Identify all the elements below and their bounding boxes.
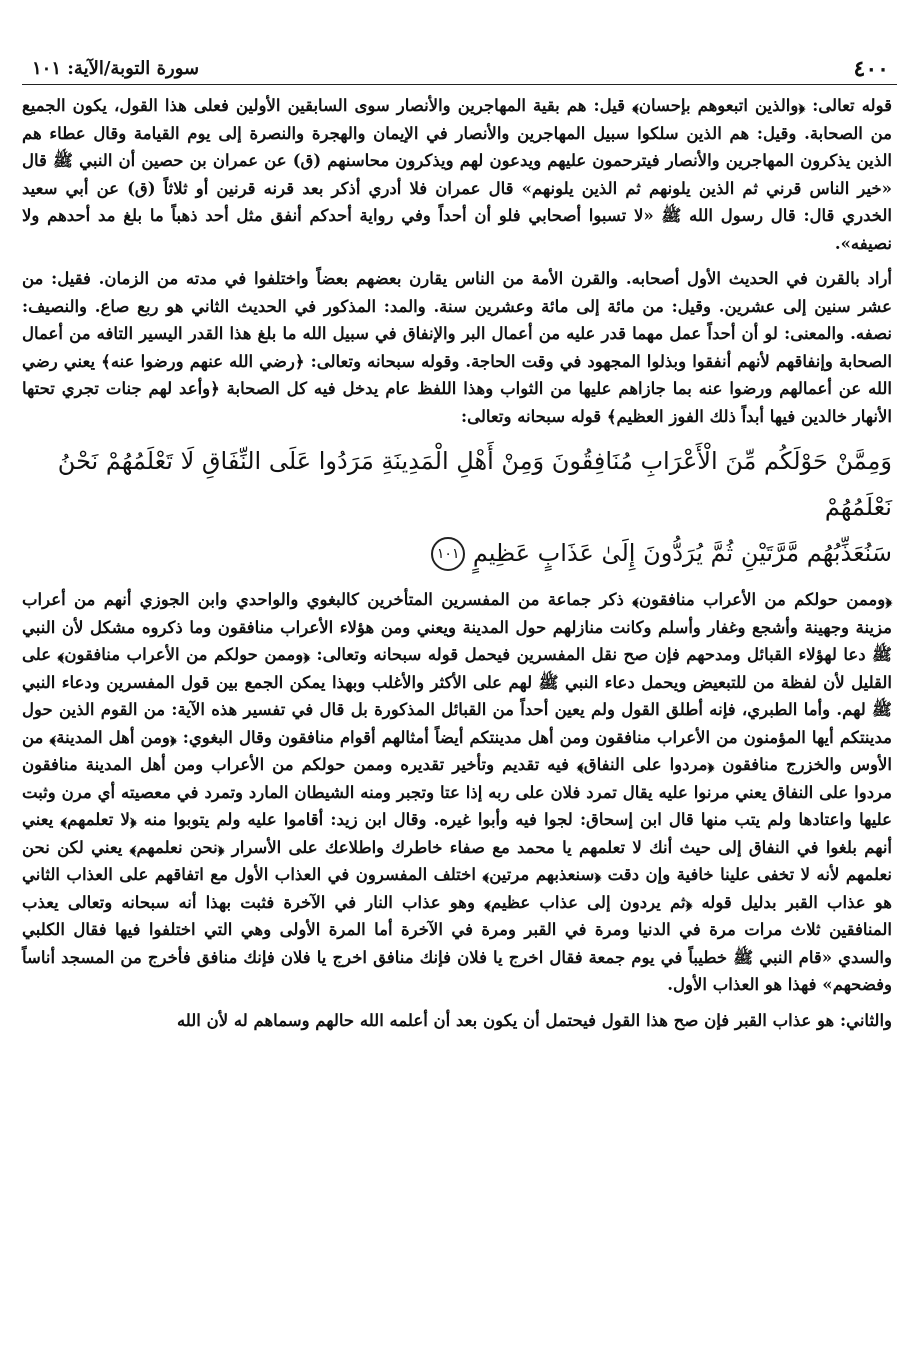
quran-verse <box>22 438 892 576</box>
header-rule <box>22 84 897 85</box>
paragraph-2: أراد بالقرن في الحديث الأول أصحابه. والقرن الأمة من الناس يقارن بعضهم بعضاً واختلفوا في مدته من الزمان. فقيل: من عشر سنين إلى عشرين. وقيل: من مائة إلى مائة وعشرين سنة. والمد: المذكور في الحديث الثاني هو ربع صاع. والنصيف: نصفه. والمعنى: لو أن أحداً عمل مهما قدر عليه من أعمال البر والإنفاق في سبيل الله ما بلغ هذا القدر اليسير التافه من أعمال الصحابة وإنفاقهم لأنهم أنفقوا وبذلوا المجهود في وقت الحاجة. وقوله سبحانه وتعالى: ﴿رضي الله عنهم ورضوا عنه﴾ يعني رضي الله عن أعمالهم ورضوا عنه بما جازاهم عليها من الثواب وهذا اللفظ عام يدخل فيه كل الصحابة ﴿وأعد لهم جنات تجري تحتها الأنهار خالدين فيها أبداً ذلك الفوز العظيم﴾ قوله سبحانه وتعالى: <box>22 269 892 426</box>
commentary-paragraph-2: والثاني: هو عذاب القبر فإن صح هذا القول فيحتمل أن يكون بعد أن أعلمه الله حالهم وسماهم له لأن الله <box>176 1010 892 1030</box>
verse-line-1: وَمِمَّنْ حَوْلَكُم مِّنَ الْأَعْرَابِ مُنَافِقُونَ وَمِنْ أَهْلِ الْمَدِينَةِ مَرَدُوا عَلَى النِّفَاقِ لَا تَعْلَمُهُمْ نَحْنُ نَعْلَمُهُمْ <box>57 447 892 521</box>
page-number: ٤٠٠ <box>853 56 889 82</box>
commentary-paragraph-1: ﴿وممن حولكم من الأعراب منافقون﴾ ذكر جماعة من المفسرين المتأخرين كالبغوي والواحدي وابن الجوزي أنهم من أعراب مزينة وجهينة وأشجع وغفار وأسلم وكانت منازلهم حول المدينة ويعني ومن هؤلاء الأعراب منافقون وما ذكروه مشكل لأن النبي ﷺ دعا لهؤلاء القبائل ومدحهم فإن صح نقل المفسرين فيحمل قوله سبحانه وتعالى: ﴿وممن حولكم من الأعراب منافقون﴾ على القليل لأن لفظة من للتبعيض ويحمل دعاء النبي ﷺ لهم على الأكثر والأغلب وبهذا يمكن الجمع بين قول المفسرين ودعاء النبي ﷺ لهم. وأما الطبري، فإنه أطلق القول ولم يعين أحداً من القبائل المذكورة بل قال في تفسير هذه الآية: من القوم الذين حول مدينتكم أيها المؤمنون من الأعراب منافقون ومن أهل مدينتكم أيضاً أمثالهم أقوام منافقون وقال البغوي: ﴿ومن أهل المدينة﴾ من الأوس والخزرج منافقون ﴿مردوا على النفاق﴾ فيه تقديم وتأخير تقديره وممن حولكم من الأعراب ومن أهل المدينة منافقون مردوا على النفاق يعني مرنوا عليه يقال تمرد فلان على ربه إذا عتا وتجبر ومنه الشيطان المارد وتمرد في معصيته أي مرن وثبت عليها واعتادها ولم يتب منها قال ابن إسحاق: لجوا فيه وأبوا غيره. وقال ابن زيد: أقاموا عليه ولم يتوبوا منه ﴿لا تعلمهم﴾ يعني أنهم بلغوا في النفاق إلى حيث أنك لا تعلمهم يا محمد مع صفاء خاطرك واطلاعك على الأسرار ﴿نحن نعلمهم﴾ يعني لكن نحن نعلمهم لأنه لا تخفى علينا خافية وإن دقت ﴿سنعذبهم مرتين﴾ اختلف المفسرون في العذاب الأول مع اتفاقهم على العذاب الثاني هو عذاب القبر بدليل قوله ﴿ثم يردون إلى عذاب عظيم﴾ وهو عذاب النار في الآخرة فثبت بهذا أنه سبحانه وتعالى يعذب المنافقين ثلاث مرات مرة في الدنيا ومرة في القبر ومرة في الآخرة أما المرة الأولى وهي التي اختلفوا فيها فقال الكلبي والسدي «قام النبي ﷺ خطيباً في يوم جمعة فقال اخرج يا فلان فإنك منافق اخرج يا فلان فإنك منافق فأخرج من المسجد أناساً وفضحهم» فهذا هو العذاب الأول. <box>22 590 892 994</box>
paragraph-1: قوله تعالى: ﴿والذين اتبعوهم بإحسان﴾ قيل: هم بقية المهاجرين والأنصار سوى السابقين الأولين فعلى هذا القول، يكون الجميع من الصحابة. وقيل: هم الذين سلكوا سبيل المهاجرين والأنصار في الإيمان والهجرة والنصرة إلى يوم القيامة وقال عطاء هم الذين يذكرون المهاجرين والأنصار فيترحمون عليهم ويدعون لهم ويذكرون محاسنهم (ق) عن عمران بن حصين أن النبي ﷺ قال «خير الناس قرني ثم الذين يلونهم ثم الذين يلونهم» قال عمران فلا أدري أذكر بعد قرنه قرنين أو ثلاثاً (ق) عن أبي سعيد الخدري قال: قال رسول الله ﷺ «لا تسبوا أصحابي فلو أن أحداً وفي رواية أحدكم أنفق مثل أحد ذهباً ما بلغ مد أحدهم ولا نصيفه». <box>22 96 892 253</box>
ayah-number-marker: ١٠١ <box>431 537 465 571</box>
verse-line-2 <box>22 530 892 576</box>
page-body <box>22 92 892 1042</box>
surah-reference: سورة التوبة/الآية: ١٠١ <box>32 58 200 79</box>
page-header <box>22 56 897 86</box>
verse-line-2-text: سَنُعَذِّبُهُم مَّرَّتَيْنِ ثُمَّ يُرَدُّونَ إِلَىٰ عَذَابٍ عَظِيمٍ <box>472 539 892 567</box>
